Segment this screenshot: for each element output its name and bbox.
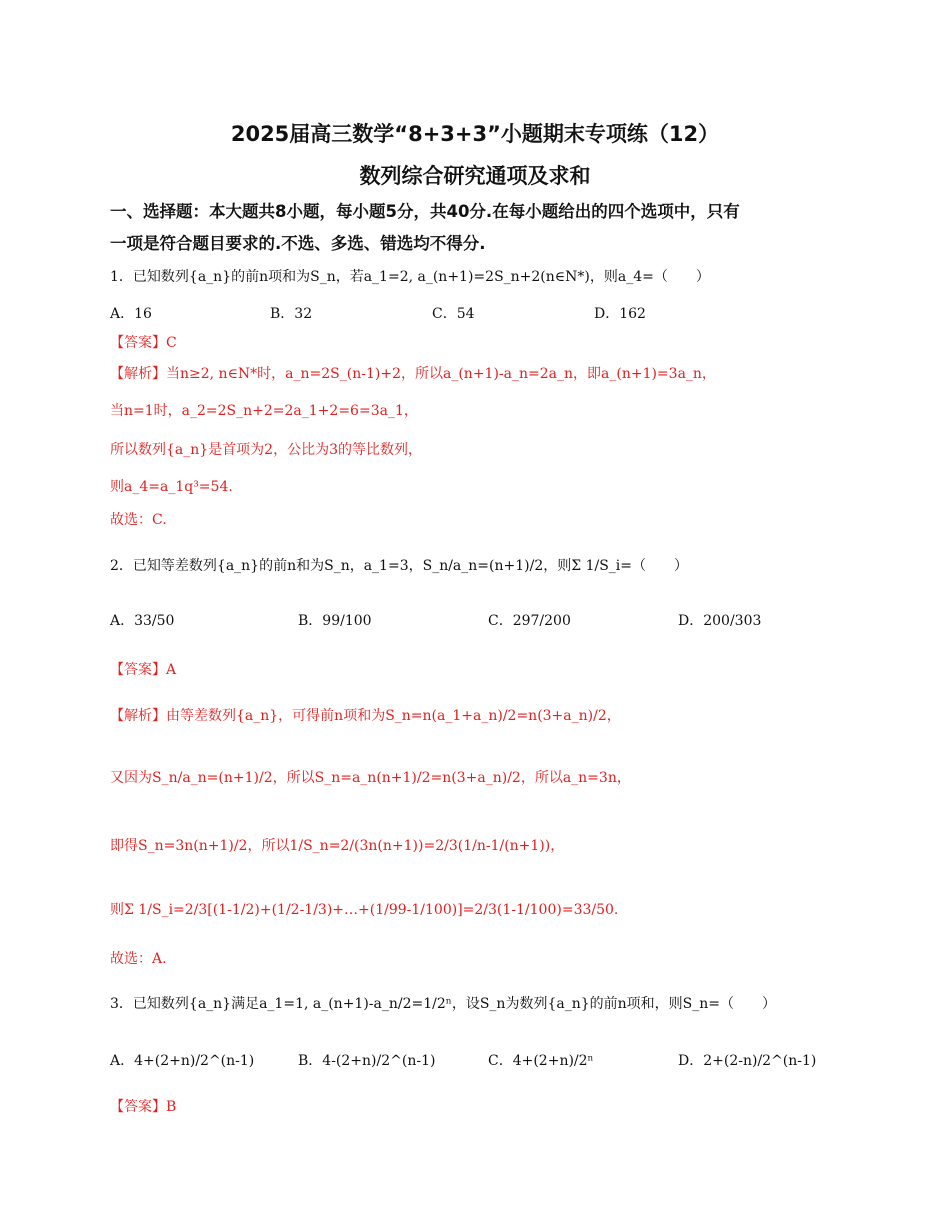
q1-option-a: A．16 [110,306,152,322]
question-3-options [110,1050,816,1070]
question-2-answer: 【答案】A [110,662,177,678]
q3-option-a: A．4+(2+n)/2^(n-1) [110,1053,255,1069]
q3-option-b: B．4-(2+n)/2^(n-1) [298,1053,436,1069]
section-line-2: 一项是符合题目要求的.不选、多选、错选均不得分. [110,234,486,253]
q1-solution-line-3: 所以数列{a_n}是首项为2，公比为3的等比数列， [110,442,422,458]
q1-solution-line-2: 当n=1时，a_2=2S_n+2=2a_1+2=6=3a_1， [110,403,418,419]
question-3-answer: 【答案】B [110,1099,177,1115]
q1-option-d: D．162 [594,306,646,322]
q2-option-b: B．99/100 [298,613,372,629]
q2-solution-line-2: 又因为S_n/a_n=(n+1)/2，所以S_n=a_n(n+1)/2=n(3+a_n)/2，所以a_n=3n， [110,770,631,786]
page-title: 2025届高三数学“8+3+3”小题期末专项练（12） [230,122,720,146]
question-1-stem: 1．已知数列{a_n}的前n项和为S_n，若a_1=2, a_(n+1)=2S_n+2(n∈N*)，则a_4=（ ） [110,269,710,285]
q1-option-c: C．54 [432,306,475,322]
q2-option-d: D．200/303 [678,613,762,629]
question-2-stem: 2．已知等差数列{a_n}的前n和为S_n，a_1=3，S_n/a_n=(n+1)/2，则Σ 1/S_i=（ ） [110,558,688,574]
q2-option-a: A．33/50 [110,613,175,629]
section-line-1: 一、选择题：本大题共8小题，每小题5分，共40分.在每小题给出的四个选项中，只有 [110,202,740,221]
q1-solution-line-5: 故选：C. [110,512,167,528]
page-subtitle: 数列综合研究通项及求和 [359,164,591,188]
question-3-stem: 3．已知数列{a_n}满足a_1=1, a_(n+1)-a_n/2=1/2ⁿ，设S_n为数列{a_n}的前n项和，则S_n=（ ） [110,996,776,1012]
q3-option-c: C．4+(2+n)/2ⁿ [488,1053,594,1069]
q2-solution-line-3: 即得S_n=3n(n+1)/2，所以1/S_n=2/(3n(n+1))=2/3(1/n-1/(n+1))， [110,838,565,854]
q1-option-b: B．32 [270,306,313,322]
question-2-options [110,610,761,630]
q3-option-d: D．2+(2-n)/2^(n-1) [678,1053,817,1069]
question-1-options [110,303,646,323]
q2-solution-line-1: 【解析】由等差数列{a_n}，可得前n项和为S_n=n(a_1+a_n)/2=n(3+a_n)/2， [110,708,621,724]
q2-solution-line-4: 则Σ 1/S_i=2/3[(1-1/2)+(1/2-1/3)+…+(1/99-1/100)]=2/3(1-1/100)=33/50. [110,902,619,918]
q1-solution-line-1: 【解析】当n≥2, n∈N*时，a_n=2S_(n-1)+2，所以a_(n+1)-a_n=2a_n，即a_(n+1)=3a_n， [110,366,716,382]
q1-solution-line-4: 则a_4=a_1q³=54. [110,479,233,495]
q2-solution-line-5: 故选：A. [110,951,167,967]
question-1-answer: 【答案】C [110,335,177,351]
q2-option-c: C．297/200 [488,613,571,629]
